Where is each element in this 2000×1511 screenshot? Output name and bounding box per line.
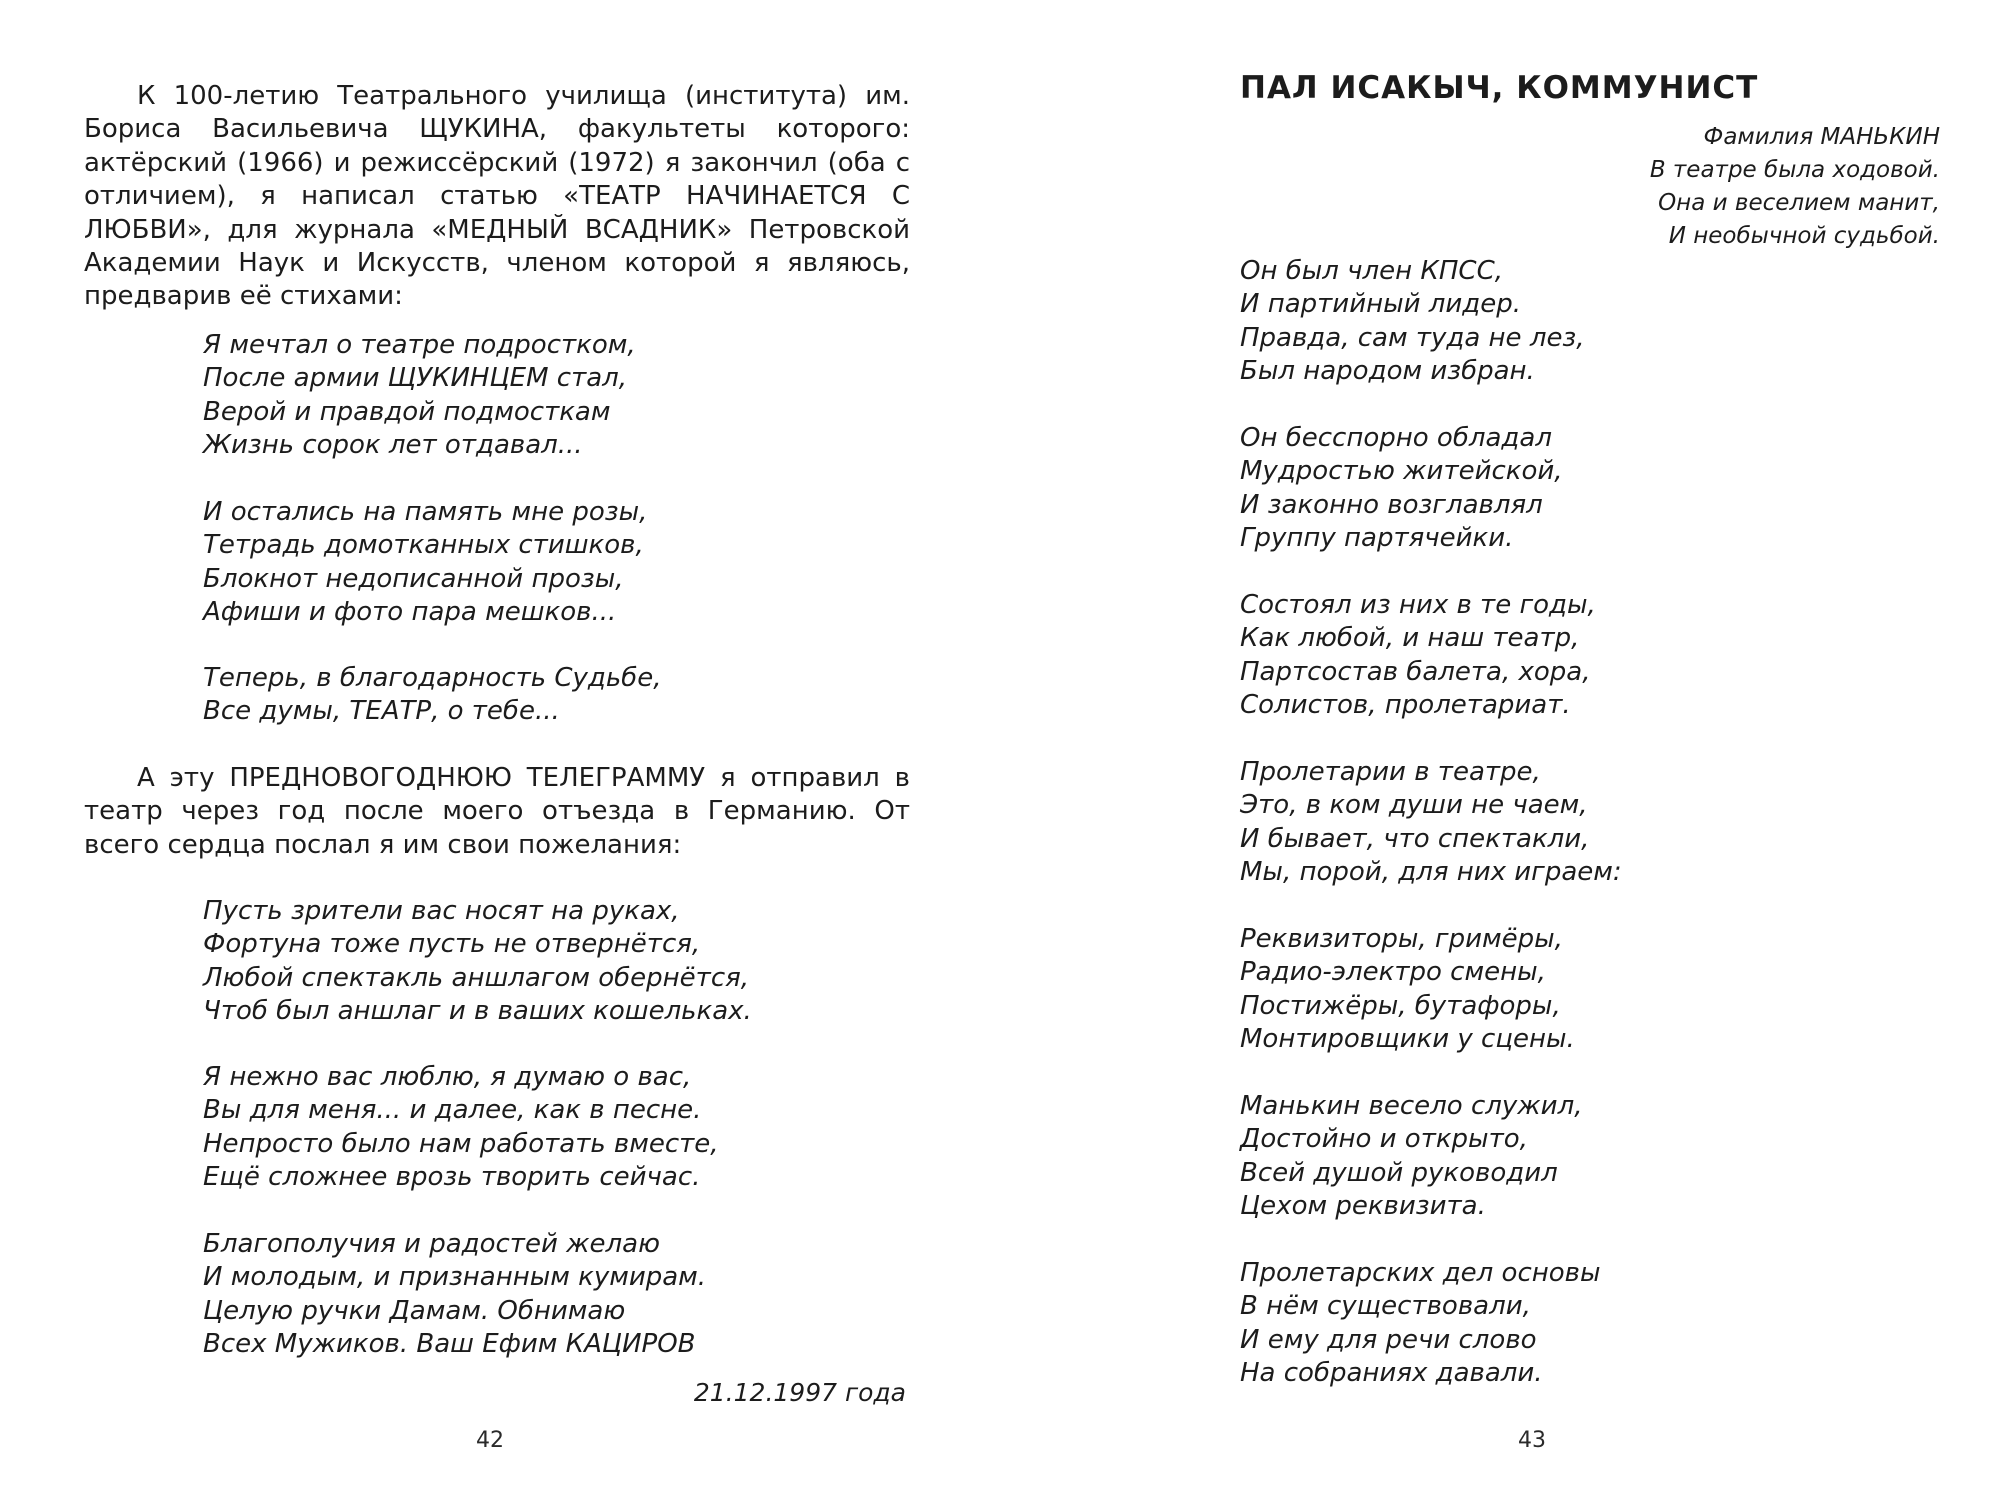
second-paragraph: А эту ПРЕДНОВОГОДНЮЮ ТЕЛЕГРАММУ я отправил в театр через год после моего отъезда в Германию. От всего сердца послал я им свои пожелания: xyxy=(84,763,910,860)
poem-line: И ему для речи слово xyxy=(1240,1324,1537,1355)
poem-line: Афиши и фото пара мешков... xyxy=(203,597,617,628)
poem-line: Он был член КПСС, xyxy=(1240,256,1503,286)
poem-line: Мудростью житейской, xyxy=(1240,456,1563,487)
stanza-4 xyxy=(1240,756,1622,890)
poem-line: Реквизиторы, гримёры, xyxy=(1240,924,1563,954)
poem-line: Монтировщики у сцены. xyxy=(1240,1024,1575,1055)
poem1-stanza-2 xyxy=(203,496,647,630)
poem-line: Был народом избран. xyxy=(1240,356,1535,387)
poem-line: Пусть зрители вас носят на руках, xyxy=(203,896,680,926)
poem-line: Я нежно вас люблю, я думаю о вас, xyxy=(203,1062,692,1092)
poem-line: Группу партячейки. xyxy=(1240,523,1514,554)
poem-line: И законно возглавлял xyxy=(1240,489,1543,520)
epigraph-line: Фамилия МАНЬКИН xyxy=(1703,124,1940,150)
page-number: 43 xyxy=(1518,1428,1546,1453)
poem-line: Правда, сам туда не лез, xyxy=(1240,322,1585,353)
poem-line: Верой и правдой подмосткам xyxy=(203,396,611,427)
poem-line: Тетрадь домотканных стишков, xyxy=(203,530,644,561)
poem-date: 21.12.1997 года xyxy=(693,1378,906,1407)
stanza-6 xyxy=(1240,1090,1582,1224)
poem2-stanza-3 xyxy=(203,1228,706,1362)
poem-line: Он бесспорно обладал xyxy=(1240,423,1552,453)
poem-line: Постижёры, бутафоры, xyxy=(1240,990,1561,1021)
poem-line: После армии ЩУКИНЦЕМ стал, xyxy=(203,363,628,394)
poem2-stanza-1 xyxy=(203,895,752,1029)
poem-title: ПАЛ ИСАКЫЧ, КОММУНИСТ xyxy=(1240,70,1759,106)
stanza-2 xyxy=(1240,422,1563,556)
right-page xyxy=(1000,0,2000,1511)
poem-line: Я мечтал о театре подростком, xyxy=(203,330,636,360)
poem-line: В нём существовали, xyxy=(1240,1291,1531,1322)
poem-line: Это, в ком души не чаем, xyxy=(1240,790,1588,821)
epigraph-line: В театре была ходовой. xyxy=(1649,157,1940,183)
poem-line: Партсостав балета, хора, xyxy=(1240,656,1591,687)
epigraph-line: И необычной судьбой. xyxy=(1668,223,1940,249)
poem-line: Жизнь сорок лет отдавал... xyxy=(203,430,583,461)
poem-line: Достойно и открыто, xyxy=(1240,1124,1528,1155)
poem-line: Теперь, в благодарность Судьбе, xyxy=(203,663,662,693)
poem-line: Вы для меня... и далее, как в песне. xyxy=(203,1095,702,1126)
poem-line: Любой спектакль аншлагом обернётся, xyxy=(203,962,750,993)
stanza-7 xyxy=(1240,1257,1601,1391)
poem-line: Радио-электро смены, xyxy=(1240,957,1546,988)
poem-line: Целую ручки Дамам. Обнимаю xyxy=(203,1295,626,1326)
poem-line: И остались на память мне розы, xyxy=(203,497,648,527)
poem-line: Солистов, пролетариат. xyxy=(1240,690,1571,721)
epigraph-line: Она и веселием манит, xyxy=(1658,190,1940,216)
poem-line: Пролетарских дел основы xyxy=(1240,1258,1601,1288)
stanza-1 xyxy=(1240,255,1585,389)
epigraph xyxy=(1650,121,1940,253)
poem-line: Благополучия и радостей желаю xyxy=(203,1229,660,1259)
poem-line: Фортуна тоже пусть не отвернётся, xyxy=(203,929,701,960)
poem-line: Непросто было нам работать вместе, xyxy=(203,1128,719,1159)
poem-line: Всей душой руководил xyxy=(1240,1157,1558,1188)
stanza-3 xyxy=(1240,589,1596,723)
intro-paragraph: К 100-летию Театрального училища (института) им. Бориса Васильевича ЩУКИНА, факультеты которого: актёрский (1966) и режиссёрский (1972) я закончил (оба с отличием), я написал статью «ТЕАТР НАЧИНАЕТСЯ С ЛЮБВИ», для журнала «МЕДНЫЙ ВСАДНИК» Петровской Академии Наук и Искусств, членом которой я являюсь, предварив её стихами: xyxy=(84,81,910,312)
poem-line: И молодым, и признанным кумирам. xyxy=(203,1262,707,1293)
page-number: 42 xyxy=(476,1428,504,1453)
poem-line: Пролетарии в театре, xyxy=(1240,757,1541,787)
poem-line: Как любой, и наш театр, xyxy=(1240,623,1580,654)
poem-line: Состоял из них в те годы, xyxy=(1240,590,1596,620)
poem-line: На собраниях давали. xyxy=(1240,1358,1543,1389)
poem-line: Все думы, ТЕАТР, о тебе... xyxy=(203,696,560,727)
poem-line: Ещё сложнее врозь творить сейчас. xyxy=(203,1162,701,1193)
poem1-stanza-3 xyxy=(203,662,661,729)
stanza-5 xyxy=(1240,923,1575,1057)
poem-line: Мы, порой, для них играем: xyxy=(1240,857,1622,888)
poem-line: И партийный лидер. xyxy=(1240,289,1522,320)
poem-line: Цехом реквизита. xyxy=(1240,1191,1486,1222)
poem-line: Всех Мужиков. Ваш Ефим КАЦИРОВ xyxy=(203,1329,696,1360)
poem-line: Блокнот недописанной прозы, xyxy=(203,563,624,594)
poem-line: Чтоб был аншлаг и в ваших кошельках. xyxy=(203,996,752,1027)
poem2-stanza-2 xyxy=(203,1061,719,1195)
poem-line: Манькин весело служил, xyxy=(1240,1091,1583,1121)
poem1-stanza-1 xyxy=(203,329,636,463)
poem-line: И бывает, что спектакли, xyxy=(1240,823,1590,854)
